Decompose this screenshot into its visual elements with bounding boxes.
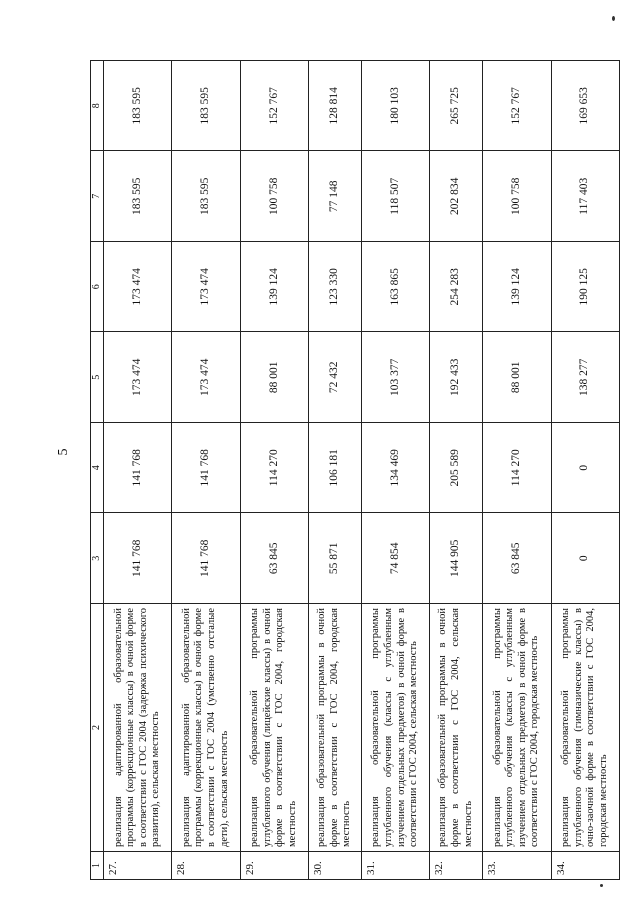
header-row <box>91 61 104 880</box>
cell-col-3: 0 <box>551 513 619 604</box>
cell-col-8: 152 767 <box>240 61 308 152</box>
cell-col-7: 77 148 <box>309 151 362 242</box>
row-number: 27. <box>104 852 172 880</box>
column-header-3: 3 <box>91 513 104 604</box>
row-number: 29. <box>240 852 308 880</box>
row-number: 33. <box>483 852 551 880</box>
cell-col-7: 183 595 <box>104 151 172 242</box>
cell-col-5: 88 001 <box>240 332 308 423</box>
row-description: реализация образовательной программы углубленного обучения (классы с углубленным изучением отдельных предметов) в очной форме в соответствии с ГОС 2004, городская местность <box>483 604 551 852</box>
cell-col-7: 118 507 <box>361 151 429 242</box>
cell-col-5: 192 433 <box>430 332 483 423</box>
row-number: 31. <box>361 852 429 880</box>
cell-col-5: 103 377 <box>361 332 429 423</box>
page-number: 5 <box>56 448 71 456</box>
row-description: реализация образовательной программы в очной форме в соответствии с ГОС 2004, городская местность <box>309 604 362 852</box>
cell-col-3: 144 905 <box>430 513 483 604</box>
cell-col-4: 0 <box>551 423 619 514</box>
column-header-6: 6 <box>91 242 104 333</box>
cell-col-5: 173 474 <box>104 332 172 423</box>
column-header-8: 8 <box>91 61 104 152</box>
cell-col-6: 173 474 <box>172 242 240 333</box>
cell-col-6: 139 124 <box>483 242 551 333</box>
column-header-1: 1 <box>91 852 104 880</box>
cell-col-7: 100 758 <box>483 151 551 242</box>
row-number: 32. <box>430 852 483 880</box>
row-description: реализация образовательной программы углубленного обучения (гимназические классы) в очно-заочной форме в соответствии с ГОС 2004, городская местность <box>551 604 619 852</box>
rotated-table-container <box>90 60 620 880</box>
table-row <box>361 61 429 880</box>
table-row <box>240 61 308 880</box>
row-description: реализация адаптированной образовательной программы (коррекционные классы) в очной форме в соответствии с ГОС 2004 (задержка психического развития), сельская местность <box>104 604 172 852</box>
cell-col-3: 141 768 <box>172 513 240 604</box>
cell-col-8: 128 814 <box>309 61 362 152</box>
cell-col-6: 123 330 <box>309 242 362 333</box>
cell-col-4: 141 768 <box>104 423 172 514</box>
row-number: 30. <box>309 852 362 880</box>
cell-col-6: 190 125 <box>551 242 619 333</box>
cell-col-6: 139 124 <box>240 242 308 333</box>
table-row <box>104 61 172 880</box>
cell-col-8: 169 653 <box>551 61 619 152</box>
cell-col-6: 163 865 <box>361 242 429 333</box>
cell-col-8: 152 767 <box>483 61 551 152</box>
cell-col-7: 183 595 <box>172 151 240 242</box>
row-description: реализация образовательной программы в очной форме в соответствии с ГОС 2004, сельская местность <box>430 604 483 852</box>
table-row <box>430 61 483 880</box>
tariff-table <box>90 60 620 880</box>
cell-col-5: 173 474 <box>172 332 240 423</box>
cell-col-3: 63 845 <box>483 513 551 604</box>
cell-col-3: 141 768 <box>104 513 172 604</box>
cell-col-4: 141 768 <box>172 423 240 514</box>
table-row <box>483 61 551 880</box>
cell-col-4: 134 469 <box>361 423 429 514</box>
cell-col-3: 74 854 <box>361 513 429 604</box>
table-row <box>309 61 362 880</box>
table-row <box>172 61 240 880</box>
row-description: реализация образовательной программы углубленного обучения (классы с углубленным изучением отдельных предметов) в очной форме в соответствии с ГОС 2004, сельская местность <box>361 604 429 852</box>
cell-col-3: 63 845 <box>240 513 308 604</box>
scan-speck <box>600 884 603 887</box>
scan-speck <box>612 16 615 21</box>
cell-col-8: 265 725 <box>430 61 483 152</box>
cell-col-4: 106 181 <box>309 423 362 514</box>
row-number: 34. <box>551 852 619 880</box>
cell-col-7: 202 834 <box>430 151 483 242</box>
row-description: реализация образовательной программы углубленного обучения (лицейские классы) в очной форме в соответствии с ГОС 2004, городская местность <box>240 604 308 852</box>
column-header-5: 5 <box>91 332 104 423</box>
cell-col-7: 117 403 <box>551 151 619 242</box>
table-row <box>551 61 619 880</box>
cell-col-4: 114 270 <box>240 423 308 514</box>
column-header-4: 4 <box>91 423 104 514</box>
column-header-7: 7 <box>91 151 104 242</box>
cell-col-5: 88 001 <box>483 332 551 423</box>
cell-col-4: 205 589 <box>430 423 483 514</box>
cell-col-6: 173 474 <box>104 242 172 333</box>
cell-col-8: 183 595 <box>104 61 172 152</box>
cell-col-4: 114 270 <box>483 423 551 514</box>
cell-col-6: 254 283 <box>430 242 483 333</box>
row-number: 28. <box>172 852 240 880</box>
cell-col-7: 100 758 <box>240 151 308 242</box>
cell-col-8: 180 103 <box>361 61 429 152</box>
cell-col-3: 55 871 <box>309 513 362 604</box>
cell-col-8: 183 595 <box>172 61 240 152</box>
row-description: реализация адаптированной образовательной программы (коррекционные классы) в очной форме в соответствии с ГОС 2004 (умственно отсталые дети), сельская местность <box>172 604 240 852</box>
cell-col-5: 138 277 <box>551 332 619 423</box>
cell-col-5: 72 432 <box>309 332 362 423</box>
table-body <box>104 61 620 880</box>
column-header-2: 2 <box>91 604 104 852</box>
